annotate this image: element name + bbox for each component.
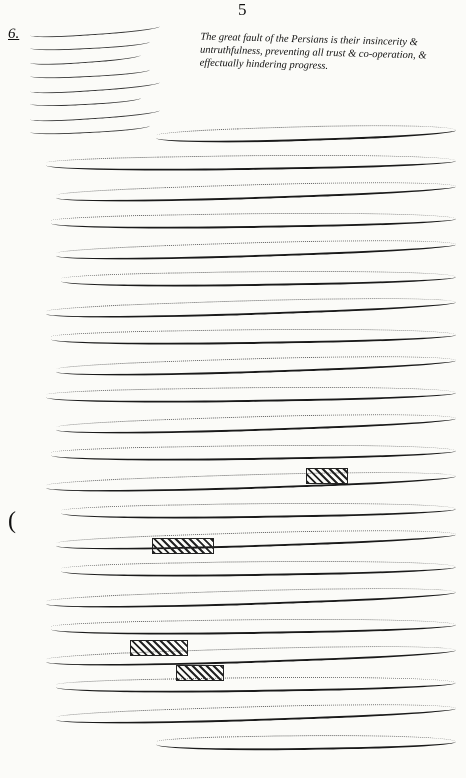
ink-stroke xyxy=(56,525,456,554)
ink-stroke xyxy=(46,151,456,173)
ink-stroke xyxy=(46,641,456,670)
handwritten-line xyxy=(38,205,456,234)
ink-stroke xyxy=(56,699,456,728)
margin-bracket: ( xyxy=(8,508,16,534)
ink-stroke xyxy=(46,583,456,612)
persian-handwritten-text xyxy=(38,118,456,756)
marginal-line xyxy=(30,21,160,39)
ink-stroke xyxy=(56,674,456,696)
english-marginal-note: The great fault of the Persians is their insincerity & untruthfulness, preventing all trust & co-operation, & effectually hindering progress. xyxy=(199,31,427,72)
handwritten-line xyxy=(38,582,456,611)
marginal-line xyxy=(30,50,141,67)
crossed-out-word xyxy=(176,665,224,681)
handwritten-line xyxy=(38,698,456,727)
handwritten-line xyxy=(38,379,456,408)
ink-stroke xyxy=(61,268,456,290)
crossed-out-word xyxy=(152,538,214,554)
handwritten-line xyxy=(38,466,456,495)
ink-stroke xyxy=(56,409,456,438)
marginal-line xyxy=(30,37,150,52)
ink-stroke xyxy=(56,177,456,206)
crossed-out-word xyxy=(306,468,348,484)
ink-stroke xyxy=(156,121,456,146)
handwritten-line xyxy=(38,263,456,292)
handwritten-line xyxy=(38,640,456,669)
handwritten-line xyxy=(38,147,456,176)
ink-stroke xyxy=(51,441,456,463)
marginal-line xyxy=(30,65,150,80)
handwritten-line xyxy=(38,437,456,466)
handwritten-line xyxy=(38,292,456,321)
ink-stroke xyxy=(56,235,456,264)
handwritten-line xyxy=(38,408,456,437)
handwritten-line xyxy=(38,727,456,756)
marginal-line xyxy=(30,77,160,95)
ink-stroke xyxy=(61,558,456,580)
ink-stroke xyxy=(46,293,456,322)
handwritten-line xyxy=(38,321,456,350)
handwritten-line xyxy=(38,611,456,640)
handwritten-line xyxy=(38,350,456,379)
handwritten-line xyxy=(38,553,456,582)
ink-stroke xyxy=(51,615,456,637)
ink-stroke xyxy=(56,351,456,380)
ink-stroke xyxy=(46,383,456,405)
page-number: 5 xyxy=(238,0,247,19)
handwritten-line xyxy=(38,524,456,553)
ink-stroke xyxy=(51,209,456,231)
handwritten-line xyxy=(38,176,456,205)
handwritten-line xyxy=(38,118,456,147)
ink-stroke xyxy=(156,732,456,752)
ink-stroke xyxy=(61,500,456,522)
ink-stroke xyxy=(46,467,456,496)
folio-number: 6. xyxy=(8,26,20,42)
handwritten-line xyxy=(38,495,456,524)
handwritten-line xyxy=(38,234,456,263)
handwritten-line xyxy=(38,669,456,698)
marginal-line xyxy=(30,93,141,108)
crossed-out-word xyxy=(130,640,188,656)
ink-stroke xyxy=(51,325,456,347)
